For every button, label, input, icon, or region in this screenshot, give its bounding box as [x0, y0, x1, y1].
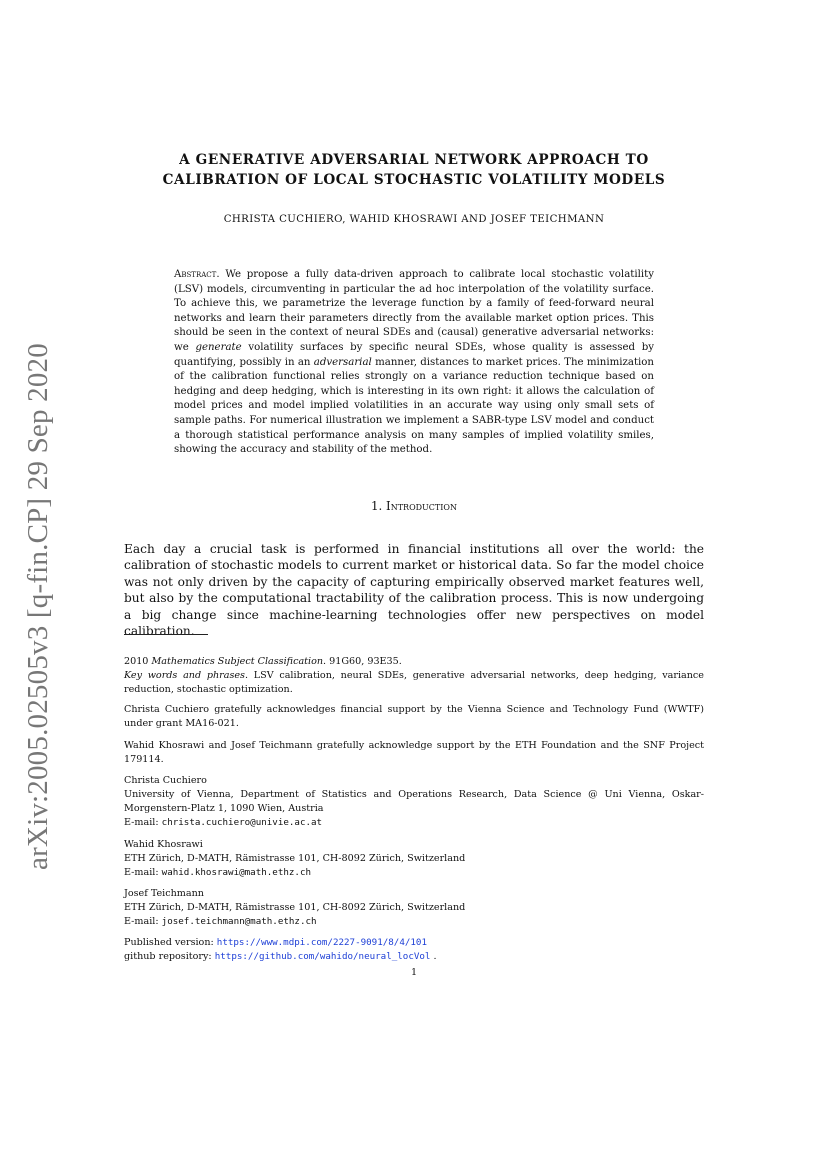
- abstract-em-adversarial: adversarial: [313, 356, 372, 368]
- links-block: [124, 936, 704, 964]
- keywords-label: Key words and phrases.: [124, 670, 249, 681]
- github-link[interactable]: https://github.com/wahido/neural_locVol: [214, 951, 431, 962]
- footnote-ack-1: Christa Cuchiero gratefully acknowledges financial support by the Vienna Science and Technology Fund (WWTF) under grant MA16-021.: [124, 704, 704, 729]
- author-1-email-line: [124, 816, 704, 830]
- section-number: 1.: [371, 499, 383, 513]
- author-2-affiliation: ETH Zürich, D-MATH, Rämistrasse 101, CH-8092 Zürich, Switzerland: [124, 853, 466, 864]
- author-1-email[interactable]: christa.cuchiero@univie.ac.at: [161, 817, 323, 828]
- author-3-address: [124, 887, 704, 929]
- abstract-text-a: We propose a fully data-driven approach to calibrate local stochastic volatility (LSV) models, circumventing in particular the ad hoc interpolation of the volatility surface. To achieve this, we parametrize the leverage function by a family of feed-forward neural networks and learn their parameters directly from the available market option prices. This should be seen in the context of neural SDEs and (causal) generative adversarial networks: we: [174, 269, 654, 353]
- page-number: 1: [410, 967, 418, 978]
- github-line: [124, 950, 704, 964]
- author-3-name: Josef Teichmann: [124, 888, 204, 899]
- title-line-1: A GENERATIVE ADVERSARIAL NETWORK APPROACH TO: [179, 152, 649, 168]
- author-2-email-label: E-mail:: [124, 867, 162, 878]
- msc-codes: 91G60, 93E35.: [326, 656, 402, 667]
- author-1-email-label: E-mail:: [124, 817, 162, 828]
- abstract-em-generate: generate: [195, 341, 242, 353]
- footnote-rule: [124, 634, 208, 635]
- intro-paragraph: Each day a crucial task is performed in financial institutions all over the world: the calibration of stochastic models to current market or historical data. So far the model choice was not only driven by the capacity of capturing empirically observed market features well, but also by the computational tractability of the calibration process. This is now undergoing a big change since machine-learning technologies offer new perspectives on model calibration.: [124, 542, 704, 639]
- abstract-label: Abstract.: [174, 269, 220, 280]
- author-3-email-line: [124, 915, 704, 929]
- author-1-name: Christa Cuchiero: [124, 775, 207, 786]
- title-line-2: CALIBRATION OF LOCAL STOCHASTIC VOLATILITY MODELS: [162, 172, 666, 188]
- footnote-ack-2: Wahid Khosrawi and Josef Teichmann gratefully acknowledge support by the ETH Foundation and the SNF Project 179114.: [124, 740, 704, 765]
- author-2-email[interactable]: wahid.khosrawi@math.ethz.ch: [161, 867, 312, 878]
- author-3-email[interactable]: josef.teichmann@math.ethz.ch: [161, 916, 317, 927]
- author-2-email-line: [124, 866, 704, 880]
- github-label: github repository:: [124, 951, 215, 962]
- abstract-text-c: manner, distances to market prices. The minimization of the calibration functional relies strongly on a variance reduction technique based on hedging and deep hedging, which is interesting in its own right: it allows the calculation of model prices and model implied volatilities in an accurate way using only small sets of sample paths. For numerical illustration we implement a SABR-type LSV model and conduct a thorough statistical performance analysis on many samples of implied volatility smiles, showing the accuracy and stability of the method.: [174, 356, 654, 456]
- msc-label: Mathematics Subject Classification.: [151, 656, 327, 667]
- author-1-address: [124, 774, 704, 830]
- msc-year: 2010: [124, 656, 152, 667]
- keywords-text: LSV calibration, neural SDEs, generative adversarial networks, deep hedging, variance reduction, stochastic optimization.: [124, 670, 704, 695]
- author-3-affiliation: ETH Zürich, D-MATH, Rämistrasse 101, CH-8092 Zürich, Switzerland: [124, 902, 466, 913]
- author-list: CHRISTA CUCHIERO, WAHID KHOSRAWI AND JOSEF TEICHMANN: [223, 214, 605, 225]
- abstract: [174, 268, 654, 458]
- author-2-address: [124, 838, 704, 880]
- abstract-text-b: volatility surfaces by specific neural SDEs, whose quality is assessed by quantifying, possibly in an: [174, 341, 654, 368]
- published-link[interactable]: https://www.mdpi.com/2227-9091/8/4/101: [216, 937, 427, 948]
- author-2-name: Wahid Khosrawi: [124, 839, 203, 850]
- published-label: Published version:: [124, 937, 217, 948]
- section-heading: [124, 499, 704, 513]
- arxiv-stamp: arXiv:2005.02505v3 [q-fin.CP] 29 Sep 2020: [22, 343, 54, 870]
- author-3-email-label: E-mail:: [124, 916, 162, 927]
- footnote-msc: [124, 655, 704, 697]
- author-1-affiliation: University of Vienna, Department of Statistics and Operations Research, Data Science @ Uni Vienna, Oskar-Morgenstern-Platz 1, 1090 Wien, Austria: [124, 789, 704, 814]
- section-title: Introduction: [386, 499, 457, 513]
- paper-title: [124, 150, 704, 190]
- published-line: [124, 936, 704, 950]
- github-suffix: .: [430, 951, 437, 962]
